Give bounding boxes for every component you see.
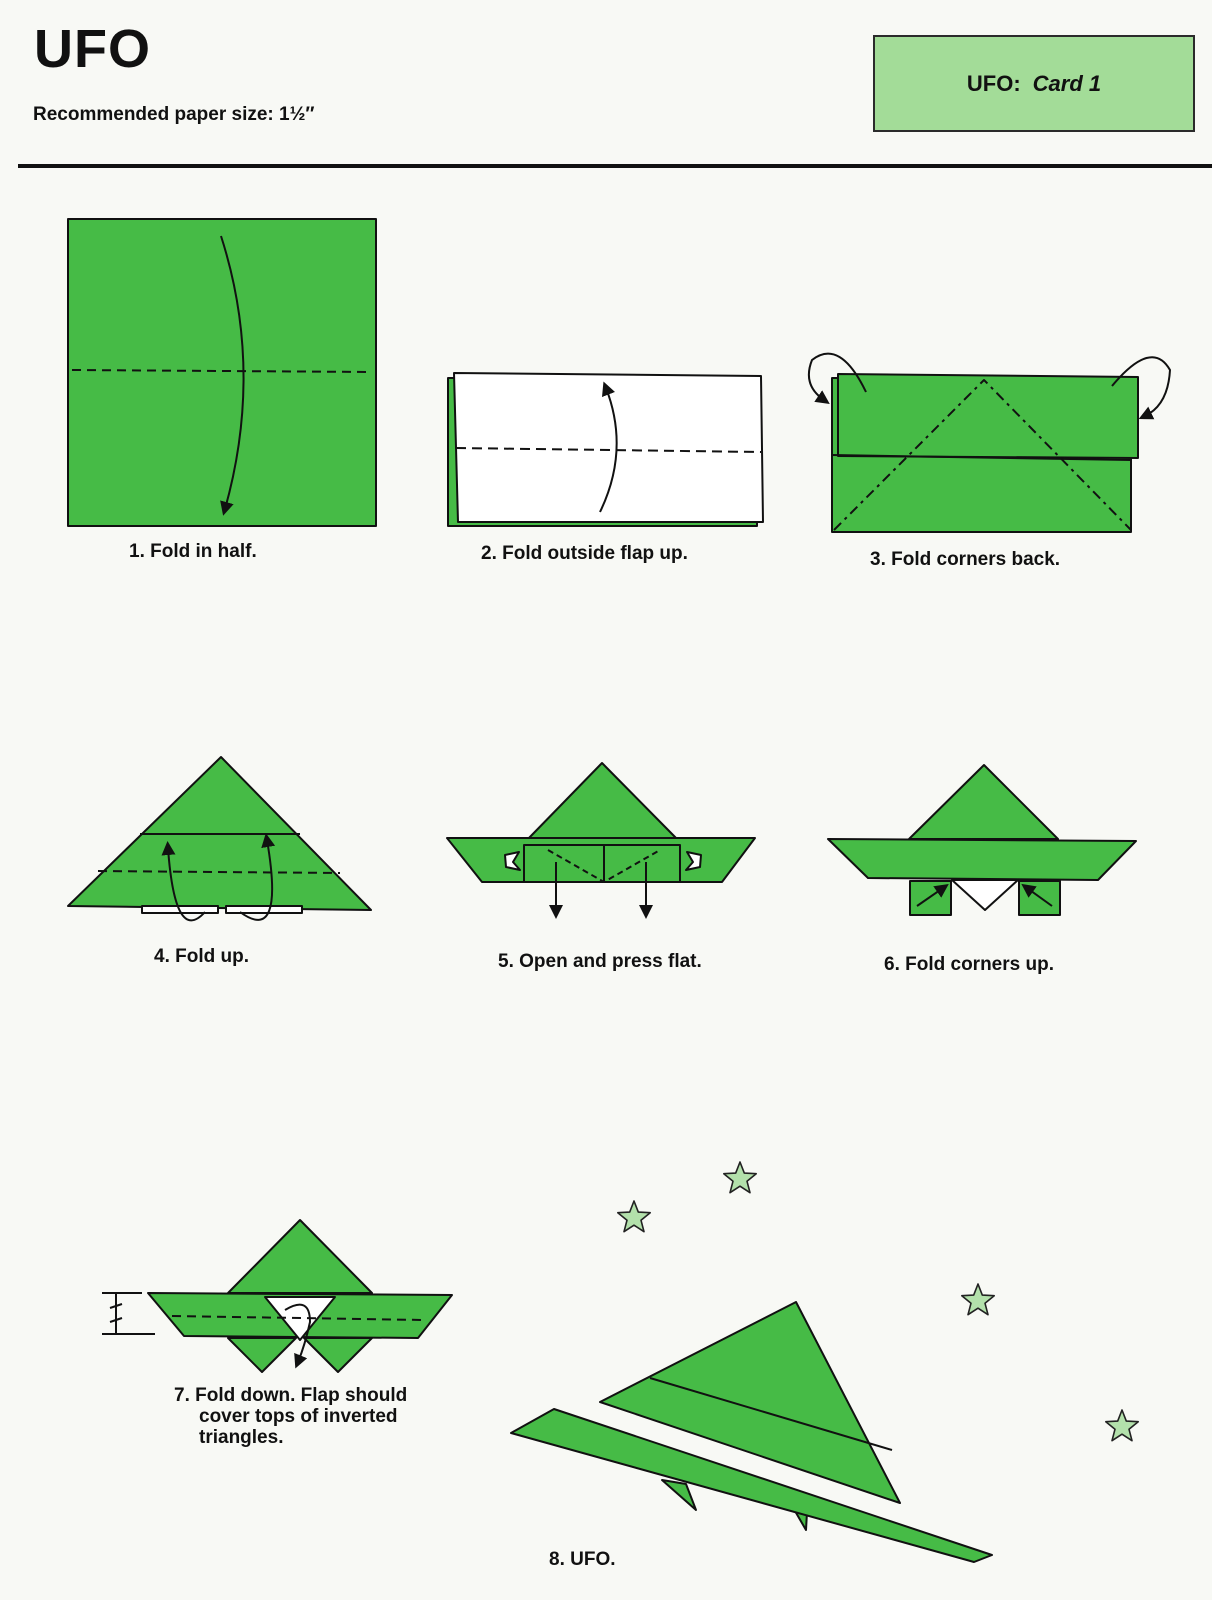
card-label-title: UFO:: [966, 70, 1021, 96]
step-3-label: 3. Fold corners back.: [870, 549, 1061, 570]
step-8-label: 8. UFO.: [549, 1549, 616, 1570]
card-number: Card 1: [1032, 70, 1102, 96]
star-icon: [1106, 1410, 1138, 1441]
star-icon: [618, 1201, 650, 1232]
step-7-label: [174, 1385, 407, 1448]
step-2-diagram: [448, 373, 763, 526]
step-1-label: 1. Fold in half.: [129, 541, 257, 562]
step-7-diagram: [102, 1220, 452, 1372]
step-7-label-line: triangles.: [199, 1427, 284, 1448]
step-2-label: 2. Fold outside flap up.: [481, 543, 688, 564]
step-4-diagram: [68, 757, 371, 920]
step-5-label: 5. Open and press flat.: [498, 951, 702, 972]
step-6-label: 6. Fold corners up.: [884, 954, 1054, 975]
step-8-diagram: [511, 1302, 992, 1562]
step-6-diagram: [828, 765, 1136, 915]
step-1-diagram: [68, 219, 376, 526]
step-7-label-line: cover tops of inverted: [199, 1406, 398, 1427]
star-icon: [724, 1162, 756, 1193]
step-4-label: 4. Fold up.: [154, 946, 249, 967]
star-icon: [962, 1284, 994, 1315]
recommended-paper-size: Recommended paper size: 1½″: [33, 104, 315, 125]
step-7-label-line: 7. Fold down. Flap should: [174, 1385, 408, 1406]
page-title: UFO: [34, 19, 151, 79]
step-5-diagram: [447, 763, 755, 912]
height-marker-icon: [102, 1293, 155, 1334]
step-3-diagram: [809, 354, 1170, 532]
